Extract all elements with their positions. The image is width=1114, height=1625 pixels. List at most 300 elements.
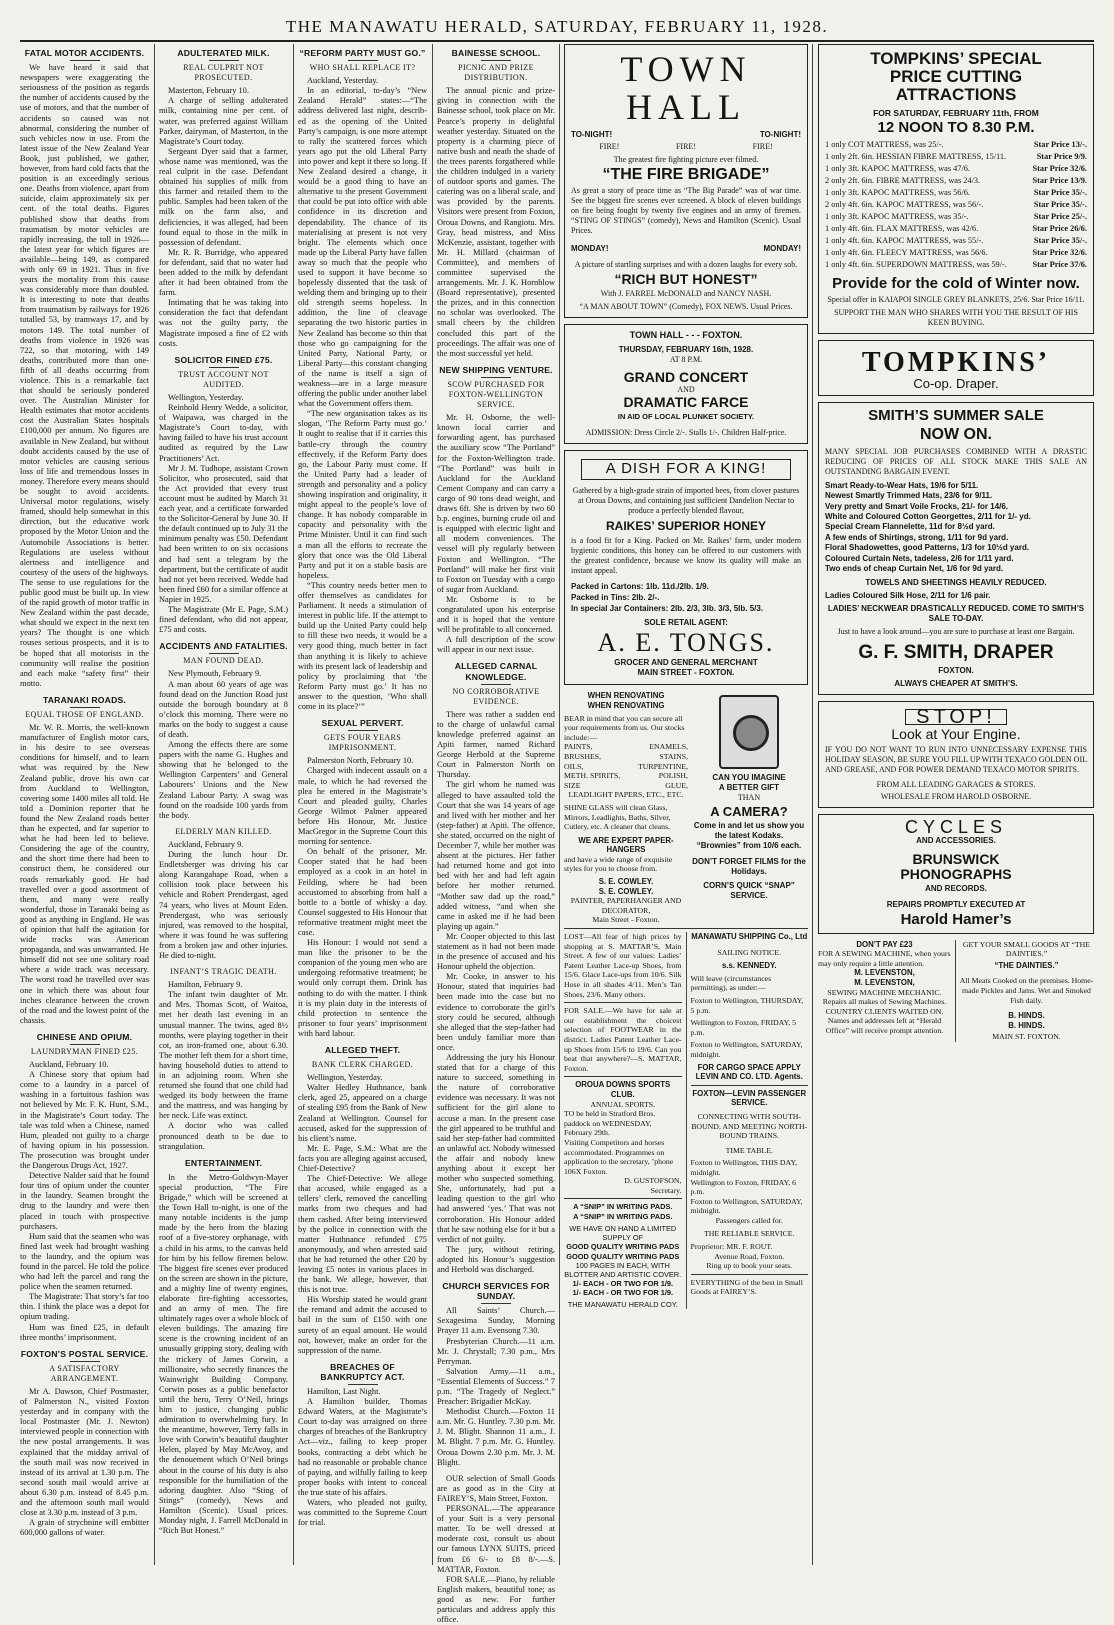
article bbox=[20, 1349, 149, 1539]
plunket: IN AID OF LOCAL PLUNKET SOCIETY. bbox=[617, 412, 755, 422]
fire-1: FIRE! bbox=[599, 142, 620, 152]
smith-name: G. F. SMITH, DRAPER bbox=[858, 641, 1054, 663]
article-paragraph: Hamilton, Last Night. bbox=[307, 1387, 381, 1396]
everything-ad: EVERYTHING of the best in Small Goods at FAIREY’S. bbox=[690, 1277, 803, 1297]
article-paragraph: Mr. Cooke, in answer to his Honour, stated that inquiries had been made into the case but no evidence to corroborate the girl’s story could be secured, although she alleged that the step-father had been unduly familiar more than once. bbox=[437, 972, 555, 1052]
tompkins-list bbox=[825, 139, 1087, 271]
article-paragraph: Hum said that the seamen who was fined last week had brought washing to the laundry, and the opium was found in the parcel. He told the police who had left the parcel and rang the police when the seamen returned. bbox=[20, 1231, 149, 1292]
article-paragraph: Intimating that he was taking into consideration the fact that defendant was not the guilty party, the Magistrate imposed a fine of £2 with costs. bbox=[159, 298, 288, 348]
concert-and: AND bbox=[677, 384, 695, 394]
snip-l3: WE HAVE ON HAND A LIMITED SUPPLY OF bbox=[569, 1223, 677, 1243]
cam-c1: Come in and let us show you the latest Kodaks. bbox=[693, 821, 805, 841]
article-subheading: TRUST ACCOUNT NOT AUDITED. bbox=[178, 369, 269, 389]
cowley-2: S. E. COWLEY. bbox=[598, 886, 654, 896]
dramatic-farce: DRAMATIC FARCE bbox=[623, 393, 749, 410]
tongs-trade: GROCER AND GENERAL MERCHANT bbox=[614, 658, 758, 668]
tonight-right: TO-NIGHT! bbox=[759, 130, 801, 139]
stock-row bbox=[564, 762, 688, 772]
snip-l2: A “SNIP” IN WRITING PADS. bbox=[573, 1211, 673, 1221]
article-subheading: WHO SHALL REPLACE IT? bbox=[309, 63, 416, 73]
levin-tt: TIME TABLE. bbox=[725, 1145, 773, 1155]
stock-item: ENAMELS, bbox=[649, 742, 688, 752]
smith-cheap: ALWAYS CHEAPER AT SMITH’S. bbox=[894, 678, 1018, 688]
stock-row bbox=[564, 771, 688, 781]
article-subheading: PICNIC AND PRIZE DISTRIBUTION. bbox=[458, 63, 534, 83]
lower-right bbox=[686, 932, 809, 1309]
honey-price-3: In special Jar Containers: 2lb. 2/3, 3lb. 3/3, 5lb. 5/3. bbox=[571, 604, 764, 614]
dontpay-ad bbox=[818, 940, 951, 1042]
article-paragraph: A doctor who was called pronounced death to be due to strangulation. bbox=[159, 1121, 288, 1151]
greatest-line: The greatest fire fighting picture ever filmed. bbox=[613, 155, 759, 165]
article-paragraph: Mr. E. Page, S.M.: What are the facts you are alleging against accused, Chief-Detective? bbox=[298, 1143, 427, 1174]
article-subheading: LAUNDRYMAN FINED £25. bbox=[30, 1047, 139, 1056]
snip-l7: 1/- EACH - OR TWO FOR 1/9. bbox=[572, 1279, 674, 1289]
renov-list bbox=[564, 742, 688, 790]
price-item: 1 only 3ft. KAPOC MATTRESS, was 47/6. bbox=[825, 164, 970, 174]
article-paragraph: Charged with indecent assault on a male, to which he had reversed the plea he entered in the Magistrate’s Court and pleaded guilty, Charles George Wilmot Palmer appeared before His Honour, Mr. Justice MacGregor in the Supreme Court this morning for sentence. bbox=[298, 766, 427, 847]
price-row bbox=[825, 247, 1087, 259]
coop-ad bbox=[818, 340, 1094, 396]
column-rule bbox=[154, 44, 155, 1565]
dainties-h: GET YOUR SMALL GOODS AT “THE DAINTIES.” bbox=[962, 939, 1091, 959]
ship-name: s.s. KENNEDY. bbox=[721, 961, 777, 971]
tongs-name: A. E. TONGS. bbox=[597, 628, 775, 658]
article-paragraph: A full description of the scow will appear in our next issue. bbox=[437, 635, 555, 655]
article-paragraph: FOR SALE.—Piano, by reliable English makers, beautiful tone; as good as new. For further particulars and address apply this office. bbox=[437, 1574, 555, 1625]
cam-than: THAN bbox=[737, 793, 761, 803]
levin-t1: Foxton to Wellington, THIS DAY, midnight. bbox=[690, 1158, 798, 1177]
column-rule bbox=[432, 44, 433, 1565]
price-row bbox=[825, 163, 1087, 175]
article bbox=[20, 695, 149, 1026]
price-item: 2 only 4ft. 6in. KAPOC MATTRESS, was 56/-. bbox=[825, 200, 984, 210]
article-paragraph: The jury, without retiring, adopted his Honour’s suggestion and Herbold was discharged. bbox=[437, 1244, 555, 1274]
stock-item: PAINTS, bbox=[564, 742, 593, 752]
column-1 bbox=[20, 44, 149, 1565]
honey-price-2: Packed in Tins: 2lb. 2/-. bbox=[571, 593, 660, 603]
dontpay-h: DON’T PAY £23 bbox=[856, 939, 913, 949]
article-headline: ALLEGED THEFT. bbox=[324, 1045, 401, 1055]
star-price: Star Price 35/-. bbox=[1033, 188, 1087, 198]
article-paragraph: Among the effects there are some papers with the name G. Hughes and showing that he belonged to the Wellington Carpenters’ and General Labourers’ Unions and the New Zealand Labour Party. A swag was found on the roadside 100 yards from the body. bbox=[159, 740, 288, 820]
lower-center-row bbox=[564, 932, 808, 1309]
column-rule bbox=[293, 44, 294, 1565]
article-paragraph: Sergeant Dyer said that a farmer, whose name was mentioned, was the real culprit in the case. Defendant obtained his supplies of milk from this farmer and retailed them to the public. Samples had been taken of the milk on the farm also, and deficiencies, it was alleged, had been found equal to those in the milk in possession of defendant. bbox=[159, 146, 288, 247]
lost-ad: LOST—All fear of high prices by shopping at S. MATTAR’S, Main Street. A few of our values: Ladies’ Patent Leather Lace-up Shoes, from 15/6. Glace Lace-ups from 10/6. Silk Hose in all shades 4/11. Men’s Tan Shoes, 23/6. Many others. bbox=[564, 932, 682, 999]
article-headline: BAINESSE SCHOOL. bbox=[451, 48, 541, 58]
tompkins-provide: Provide for the cold of Winter now. bbox=[832, 275, 1080, 293]
article bbox=[298, 1045, 427, 1356]
article bbox=[20, 48, 149, 689]
sports-sig: D. GUSTOFSON, bbox=[624, 1176, 682, 1186]
article-paragraph: Hamilton, February 9. bbox=[168, 980, 243, 990]
hinds-2: B. HINDS. bbox=[1008, 1020, 1045, 1030]
sale-item: Coloured Curtain Nets, tadeless, 2/6 for 1/11 yard. bbox=[825, 553, 1014, 563]
renov-expert: WE ARE EXPERT PAPER-HANGERS bbox=[578, 835, 674, 855]
concert-head: TOWN HALL - - - FOXTON. bbox=[629, 329, 743, 340]
price-item: 1 only 4ft. 6in. SUPERDOWN MATTRESS, was 59/-. bbox=[825, 260, 1007, 270]
concert-ad bbox=[564, 324, 808, 445]
price-row bbox=[825, 259, 1087, 271]
levin-ring: Ring up to book your seats. bbox=[706, 1261, 793, 1271]
price-item: 1 only 3ft. KAPOC MATTRESS, was 56/6. bbox=[825, 188, 970, 198]
star-price: Star Price 35/-. bbox=[1033, 200, 1087, 210]
article-headline: SOLICITOR FINED £75. bbox=[174, 354, 273, 365]
article-paragraph: Waters, who pleaded not guilty, was committed to the Supreme Court for trial. bbox=[298, 1498, 427, 1528]
cam-c2: “Brownies” from 10/6 each. bbox=[696, 841, 802, 851]
price-row bbox=[825, 199, 1087, 211]
article bbox=[159, 48, 288, 349]
price-item: 1 only 4ft. 6in. FLAX MATTRESS, was 42/6. bbox=[825, 224, 979, 234]
monday-right: MONDAY! bbox=[763, 243, 801, 253]
article-paragraph: The annual picnic and prize-giving in connection with the Bainesse school, took place on Mr. Pearce’s property in delightful weather yesterday. Situated on the property is a charming piece of native bush and neath the shade of the trees parents forgathered while the children indulged in a variety of outdoor sports and games. The catering was on a liberal scale, and was provided by the parents. Visitors were present from Foxton, Oroua Downs, and Rangiotu. Mrs. Gray, head mistress, and Miss McKenzie, assistant, together with Mr. H. Millard (chairman of Committee), and members of committee supervised the arrangements. Mr. J. K. Hornblow (Board representative), presented the prizes, and in this connection no scholar was overlooked. The small cheers by the children concluded this part of the proceedings. The affair was one of the most successful yet held. bbox=[437, 86, 555, 358]
dontpay-trade: SEWING MACHINE MECHANIC. bbox=[827, 987, 942, 997]
tongs-addr: MAIN STREET - FOXTON. bbox=[637, 668, 735, 678]
column-rule bbox=[812, 44, 813, 1565]
article-subheading: A SATISFACTORY ARRANGEMENT. bbox=[49, 1363, 120, 1383]
article-paragraph: A man about 60 years of age was found dead on the Junction Road just outside the borough boundary at 8 o’clock this morning. There were no marks on the body to suggest a cause of death. bbox=[159, 679, 288, 739]
film-desc: As great a story of peace time as “The Big Parade” was of war time. See the biggest fire scenes ever screened. A block of eleven buildings on fire being fought by twenty five engines and an army of firemen. “STING OF STINGS” (comedy), News and Hamilton (Scenic). Usual Prices. bbox=[571, 185, 801, 235]
honey-brand: RAIKES’ SUPERIOR HONEY bbox=[605, 518, 767, 533]
column-2 bbox=[159, 44, 288, 1565]
article bbox=[298, 1362, 427, 1529]
renov-range: and have a wide range of exquisite styles for you to choose from. bbox=[564, 854, 673, 874]
dainties-ad bbox=[955, 940, 1094, 1042]
article-paragraph: “The new organisation takes as its slogan, ‘The Reform Party must go.’ It ought to realise that if it carries this battle-cry through the country effectively, if the Reform Party does go, the Labour Party must come. If the United Party had a leader of strength and personality and a policy showing inspiration and originality, it might appeal to the people’s love of change. It has nobody comparable in capacity and personality with the Prime Minister. Until it can find such a man all the efforts to recreate the glory that once was the Old Liberal Party and put it on a stable basis are hopeless. bbox=[298, 409, 427, 580]
article-headline: BREACHES OF BANKRUPTCY ACT. bbox=[320, 1361, 405, 1382]
cam-q1: CAN YOU IMAGINE bbox=[712, 773, 786, 783]
price-row bbox=[825, 187, 1087, 199]
cowley-addr: Main Street - Foxton. bbox=[592, 915, 660, 925]
cam-q2: A BETTER GIFT bbox=[718, 783, 780, 793]
fire-3: FIRE! bbox=[752, 142, 773, 152]
stop-whole: WHOLESALE FROM HAROLD OSBORNE. bbox=[880, 792, 1032, 802]
article-paragraph: The Magistrate: That story’s far too thin. I think the place was a depot for opium trading. bbox=[20, 1292, 149, 1322]
film-title: “THE FIRE BRIGADE” bbox=[602, 166, 770, 184]
cam-title: A CAMERA? bbox=[710, 804, 788, 820]
price-row bbox=[825, 139, 1087, 151]
sale-item: Newest Smartly Trimmed Hats, 23/6 for 9/11. bbox=[825, 491, 993, 501]
article-paragraph: Wellington, Yesterday. bbox=[307, 1073, 383, 1083]
article-headline: CHURCH SERVICES FOR SUNDAY. bbox=[442, 1281, 550, 1302]
snip-l6: 100 PAGES IN EACH, WITH BLOTTER AND ARTISTIC COVER. bbox=[564, 1260, 682, 1279]
article bbox=[298, 48, 427, 712]
cycles-name: Harold Hamer’s bbox=[900, 910, 1012, 928]
article-subheading: MAN FOUND DEAD. bbox=[183, 656, 264, 666]
lower-left bbox=[564, 932, 682, 1309]
price-item: 1 only 3ft. KAPOC MATTRESS, was 35/-. bbox=[825, 212, 969, 222]
article-paragraph: Presbyterian Church.—11 a.m. Mr. J. Chrystall; 7.30 p.m., Mrs Perryman. bbox=[437, 1336, 555, 1366]
article-paragraph: Auckland, February 9. bbox=[168, 839, 244, 849]
levin-t2: Wellington to Foxton, FRIDAY, 6 p.m. bbox=[690, 1177, 797, 1197]
article bbox=[159, 1158, 288, 1536]
renovate-camera-row bbox=[564, 691, 808, 925]
stop-ad bbox=[818, 701, 1094, 808]
article bbox=[437, 48, 555, 359]
article-paragraph: Palmerston North, February 10. bbox=[307, 756, 414, 766]
sale-item: Special Cream Flannelette, 11d for 8½d yard. bbox=[825, 522, 995, 532]
cycles-b1: BRUNSWICK bbox=[912, 851, 1000, 868]
stop-from: FROM ALL LEADING GARAGES & STORES. bbox=[876, 780, 1036, 790]
article-headline: FOXTON’S POSTAL SERVICE. bbox=[20, 1348, 149, 1359]
article-paragraph: Methodist Church.—Foxton 11 a.m. Mr. G. Huntley. 7.30 p.m. Mr. J. M. Blight. Shannon 11 a.m., J. M. Blight. 7 p.m. Mr. G. Huntley. Oroua Downs 2.30 p.m. Mr. J. M. Blight. bbox=[437, 1407, 555, 1467]
article-paragraph: A grain of strychnine will embitter 600,000 gallons of water. bbox=[20, 1518, 149, 1538]
price-item: 1 only 4ft. 6in. FLEECY MATTRESS, was 56/6. bbox=[825, 248, 988, 258]
levin-title: FOXTON—LEVIN PASSENGER SERVICE. bbox=[692, 1088, 807, 1108]
article bbox=[20, 1032, 149, 1343]
stock-item: SIZE bbox=[564, 780, 581, 790]
star-price: Star Price 13/-. bbox=[1033, 140, 1087, 150]
column-3 bbox=[298, 44, 427, 1565]
article-headline: “REFORM PARTY MUST GO.” bbox=[299, 48, 426, 58]
cowley-trade: PAINTER, PAPERHANGER AND DECORATOR, bbox=[570, 896, 682, 915]
article-paragraph: Hum was fined £25, in default three months’ imprisonment. bbox=[20, 1322, 149, 1342]
article-subheading: ELDERLY MAN KILLED. bbox=[175, 826, 272, 836]
stock-row bbox=[564, 742, 688, 752]
article-paragraph: The Chief-Detective: We allege that accused, while engaged as a tellers’ clerk, removed the cancelling marks from two cheques and had them cashed. After being interviewed by the police in connection with the matter Huthnance refunded £75 anonymously, and when arrested said that he had returned the other £20 by leaving £5 notes in various places in the bank. We allege, however, that this is not true. bbox=[298, 1174, 427, 1295]
article bbox=[437, 365, 555, 656]
fire-2: FIRE! bbox=[675, 142, 696, 152]
stock-row bbox=[564, 752, 688, 762]
article-headline: ACCIDENTS AND FATALITIES. bbox=[159, 641, 288, 652]
levenston-1: M. LEVENSTON, bbox=[854, 968, 915, 978]
stock-item: METH. SPIRITS, bbox=[564, 771, 621, 781]
stock-item: POLISH, bbox=[658, 771, 688, 781]
honey-price-1: Packed in Cartons: 1lb. 11d./2lb. 1/9. bbox=[571, 582, 709, 592]
sports-sec: Secretary. bbox=[650, 1185, 682, 1195]
article-paragraph: Mr. Osborne is to be congratulated upon his enterprise and it is hoped that the venture will be profitable to all concerned. bbox=[437, 594, 555, 635]
article-paragraph: Mr. Cooper objected to this last statement as it had not been made in the presence of accused and his Honour upheld the objection. bbox=[437, 931, 555, 972]
admission: ADMISSION: Dress Circle 2/-. Stalls 1/-. Children Half-price. bbox=[585, 428, 787, 438]
article-paragraph: Walter Hedley Huthnance, bank clerk, aged 25, appeared on a charge of stealing £95 from the Bank of New Zealand at Wellington. Counsel for accused, asked for the suppression of his client’s name. bbox=[298, 1083, 427, 1143]
cycles-ad bbox=[818, 814, 1094, 934]
star-price: Star Price 9/9. bbox=[1036, 152, 1087, 162]
smith-towels: TOWELS AND SHEETINGS HEAVILY REDUCED. bbox=[865, 578, 1047, 588]
price-row bbox=[825, 223, 1087, 235]
stock-item: OILS, bbox=[564, 761, 584, 771]
column-4 bbox=[437, 44, 555, 1625]
concert-time: AT 8 P.M. bbox=[669, 354, 703, 364]
film2-title: “RICH BUT HONEST” bbox=[614, 271, 758, 288]
article-paragraph: In an editorial, to-day’s “New Zealand Herald” states:—“The address delivered last night, describ-ed as the opening of the United Party’s campaign, is one more attempt to rally the scattered forces which years ago put the old Liberal Party into power and kept it there so long. If New Zealand desired a change, it would be a good thing to have an alternative to the present Government that could be put into office with able confidence in its discretion and dependability. The chance of its materialising at present is not very bright. The elements which once made up the Liberal Party have fallen away so much that the people who used to support it have become so hopelessly dissented that the task of welding them and bringing up to their old strength seems hopeless. In addition, the line of cleavage separating the two historic parties in New Zealand has become so thin that those who go campaigning for the United Party, National Party, or Liberal Party—this constant changing of the name is itself a sign of weakness—are in a large measure offering the public under another label what the Government offers them. bbox=[298, 86, 427, 409]
snip-l9: THE MANAWATU HERALD COY. bbox=[567, 1299, 678, 1309]
renov-h2: WHEN RENOVATING bbox=[587, 700, 665, 710]
snip-l1: A “SNIP” IN WRITING PADS. bbox=[573, 1202, 673, 1212]
levin-prop: Proprietor: MR. F. ROUT. bbox=[690, 1242, 773, 1252]
article-headline: NEW SHIPPING VENTURE. bbox=[439, 364, 553, 375]
article-paragraph: OUR selection of Small Goods are as good as in the City at FAIREY’S, Main Street, Foxton. bbox=[437, 1473, 555, 1503]
price-item: 1 only 4ft. 6in. KAPOC MATTRESS, was 55/-. bbox=[825, 236, 984, 246]
article bbox=[159, 967, 288, 1152]
article-subheading: SCOW PURCHASED FOR FOXTON-WELLINGTON SERVICE. bbox=[447, 379, 545, 410]
tompkins-t1: TOMPKINS’ SPECIAL bbox=[870, 49, 1042, 68]
sports-sub: ANNUAL SPORTS. bbox=[590, 1099, 656, 1109]
star-price: Star Price 25/-. bbox=[1033, 212, 1087, 222]
article-paragraph: His Worship stated he would grant the remand and admit the accused to bail in the sum of £150 with one surety of an equal amount. He would not, however, make an order for the suppression of the name. bbox=[298, 1295, 427, 1355]
honey-text: is a food fit for a King. Packed on Mr. Raikes’ farm, under modern hygienic conditions, this honey can be offered to our customers with the greatest confidence, because we know its quality will make an instant appeal. bbox=[571, 536, 801, 576]
stock-item: STAINS, bbox=[659, 751, 688, 761]
smith-list bbox=[825, 481, 1087, 575]
article-subheading: BANK CLERK CHARGED. bbox=[311, 1060, 414, 1070]
article-subheading: NO CORROBORATIVE EVIDENCE. bbox=[452, 686, 540, 706]
smith-look: Just to have a look around—you are sure to purchase at least one Bargain. bbox=[837, 626, 1075, 636]
tompkins-special: Special offer in KAIAPOI SINGLE GREY BLANKETS, 25/6. Star Price 16/11. bbox=[827, 295, 1085, 305]
price-item: 2 only 2ft. 6in. FIBRE MATTRESS, was 24/3. bbox=[825, 176, 981, 186]
article-subheading: GETS FOUR YEARS IMPRISONMENT. bbox=[323, 733, 402, 753]
dontpay-rep: Repairs all makes of Sewing Machines. bbox=[822, 997, 947, 1007]
star-price: Star Price 13/9. bbox=[1032, 176, 1087, 186]
snip-l5: GOOD QUALITY WRITING PADS bbox=[566, 1251, 680, 1261]
cycles-acc: AND ACCESSORIES. bbox=[916, 836, 996, 846]
article-paragraph: In the Metro-Goldwyn-Mayer special production, “The Fire Brigade,” which will be screened at the Town Hall to-night, is one of the many notable incidents is the jump made by the hero from the blazing roof of a five-storey orphanage, with a child in his arms, to the canvas held for him by his fellow firemen below. The biggest fire scenes ever produced on the screen are shown in the picture, and a mighty line of twenty engines, elaborate fire-fighting accessories, and an army of men. The fire ultimately rages over a whole block of eleven buildings. The amazing fire scene is the crowning incident of an unusually gripping story, dealing with the trickery of James Corwin, a millionaire, who secretly finances the Wainwright Building Company. Corwin poses as a public benefactor until the hero, Terry O’Neil, brings him to justice, changing public admiration to overwhelming fury. In the meantime, however, Terry falls in love with Corwin’s beautiful daughter Helen, played by May McAvoy, and the denouement which O’Neil brings about in the course of his duty is also responsible for the humiliation of the adoring daughter. Also “Sting of Stings” (comedy), News and Hamilton (Scenic). Usual prices. Monday night, J. Farrell McDonald in “Rich But Honest.” bbox=[159, 1172, 288, 1536]
hinds-1: B. HINDS. bbox=[1008, 1011, 1045, 1021]
renov-shine: SHINE GLASS will clean Glass, Mirrors, Leadlights, Baths, Silver, Cutlery, etc. A cleaner that cleans. bbox=[564, 802, 671, 832]
sports-text: TO be held in Stratford Bros. paddock on WEDNESDAY, February 29th. bbox=[564, 1109, 656, 1138]
ship-notice: SAILING NOTICE. bbox=[717, 947, 782, 957]
levin-addr: Avenue Road, Foxton. bbox=[714, 1251, 785, 1261]
town-hall-ad bbox=[564, 44, 808, 318]
article bbox=[159, 355, 288, 636]
article-paragraph: During the lunch hour Dr. Endletsberger was driving his car along Karangahape Road, when a collision took place between his vehicle and Robert Prendergast, aged 74 years, who lives at Mount Eden. Prendergast, who was seriously injured, was removed to the hospital, where it was found he was suffering from a broken jaw and other injuries. He died to-night. bbox=[159, 850, 288, 960]
column-rule bbox=[559, 44, 560, 1565]
article-paragraph: Mr. R. R. Burridge, who appeared for defendant, said that no water had been added to the milk by defendant after it had been obtained from the farm. bbox=[159, 247, 288, 298]
star-price: Star Price 35/-. bbox=[1033, 236, 1087, 246]
sale-item: Very pretty and Smart Voile Frocks, 21/- for 14/6. bbox=[825, 501, 1009, 511]
article-headline: ENTERTAINMENT. bbox=[184, 1157, 263, 1168]
smith-ad bbox=[818, 402, 1094, 695]
price-item: 1 only COT MATTRESS, was 25/-. bbox=[825, 140, 944, 150]
renov-h1: WHEN RENOVATING bbox=[587, 691, 665, 701]
cowley-1: S. E. COWLEY. bbox=[598, 877, 654, 887]
cycles-title: CYCLES bbox=[904, 817, 1008, 838]
price-row bbox=[825, 235, 1087, 247]
article-paragraph: Auckland, Yesterday. bbox=[307, 76, 379, 86]
star-price: Star Price 26/6. bbox=[1032, 224, 1087, 234]
tompkins-t3: ATTRACTIONS bbox=[895, 84, 1017, 104]
article-paragraph: His Honour: I would not send a man like the prisoner to be the companion of the young men who are undergoing reformative treatment; he would only corrupt them. Drink has nothing to do with the matter. I think it is my plain duty in the interests of child protection to sentence the prisoner to four years’ imprisonment with hard labour. bbox=[298, 938, 427, 1038]
article-subheading: REAL CULPRIT NOT PROSECUTED. bbox=[183, 63, 264, 83]
sale-item: White and Coloured Cotton Georgettes, 2/11 for 1/- yd. bbox=[825, 511, 1031, 521]
article-paragraph: All Saints’ Church.—Sexagesima Sunday, Morning Prayer 11 a.m. Evensong 7.30. bbox=[437, 1306, 555, 1336]
levin-t4: Passengers called for. bbox=[715, 1215, 783, 1225]
dontpay-text: FOR A SEWING MACHINE, when yours may only require a little attention. bbox=[818, 949, 951, 968]
cycles-rep: REPAIRS PROMPTLY EXECUTED AT bbox=[886, 899, 1026, 909]
article bbox=[298, 718, 427, 1039]
snip-l4: GOOD QUALITY WRITING PADS bbox=[566, 1242, 680, 1252]
stock-item: TURPENTINE, bbox=[637, 761, 688, 771]
article-paragraph: Addressing the jury his Honour stated that for a charge of this nature to succeed, something in the nature of corroborative evidence was necessary. It was not sufficient for the girl alone to accuse a man. In the present case the girl appeared to be truthful and said her step-father had committed an unlawful act. Nobody witnessed the affair and nobody knew anything about it except her mother who suspected something. She, unfortunately, had put a leading question to the girl who had answered ‘yes.’ That was not corroboration. His Honour added that he saw nothing else for it but a verdict of not guilty. bbox=[437, 1053, 555, 1244]
article-paragraph: Salvation Army.—11 a.m., “Essential Elements of Success.” 7 p.m. “The Tragedy of Neglect.” Preacher: Brigadier McKay. bbox=[437, 1366, 555, 1407]
star-price: Star Price 32/6. bbox=[1032, 248, 1087, 258]
article-paragraph: Reinhold Henry Wedde, a solicitor, of Waipawa, was charged in the Magistrate’s Court to-day, with having failed to have his trust account audited as required by the Law Practitioners’ Act. bbox=[159, 403, 288, 463]
price-item: 1 only 2ft. 6in. HESSIAN FIBRE MATTRESS, 15/11. bbox=[825, 152, 1007, 162]
smith-intro: MANY SPECIAL JOB PURCHASES COMBINED WITH A DRASTIC REDUCING OF PRICES OF ALL STOCK MAKE THIS SALE AN OUTSTANDING BARGAIN EVENT. bbox=[825, 446, 1087, 476]
article-headline: SEXUAL PERVERT. bbox=[321, 718, 404, 729]
forsale-ad: FOR SALE.—We have for sale at our establishment the choicest selection of FOOTWEAR in the district. Ladies Patent Leather Lace-up Shoes from 15/6 to 19/6. Can you beat that anywhere?—S. MATTAR, Foxton. bbox=[564, 1006, 682, 1073]
cast-line: With J. FARREL McDONALD and NANCY NASH. bbox=[600, 288, 772, 298]
article-paragraph: Wellington, Yesterday. bbox=[168, 393, 244, 402]
tompkins-for: FOR SATURDAY, FEBRUARY 11th, FROM bbox=[873, 107, 1039, 118]
article-paragraph: “This country needs better men to offer themselves as candidates for Parliament. It needs a stimulation of interest in public life. If the attempt to build up the United Party could help to fill these two needs, it would be a very good thing, much better in fact than anything it is likely to achieve with its present lack of leadership and policy by proclaiming that ‘the Reform Party must go.’ It has no answer to the question, ‘Who shall come in its place?’” bbox=[298, 580, 427, 711]
article-paragraph: A charge of selling adulterated milk, containing nine per cent. of water, was preferred against William Parker, dairyman, of Masterton, in the Magistrate’s Court today. bbox=[159, 96, 288, 146]
monday-left: MONDAY! bbox=[571, 243, 609, 253]
article bbox=[437, 661, 555, 1275]
article-headline: CHINESE AND OPIUM. bbox=[36, 1031, 133, 1042]
honey-ad bbox=[564, 450, 808, 685]
star-price: Star Price 37/6. bbox=[1032, 260, 1087, 270]
article-paragraph: Mr J. M. Tudhope, assistant Crown Solicitor, who prosecuted, said that the Act provided that every trust account must be audited by March 31 each year, and a certificate forwarded to the Solicitor-General by June 30. If the default continued up to July 31 the minimum penalty was £50. Defendant had been written to on six occasions and had sent a telegram by the department, but the certificate of audit had not yet been received. Wedde had been fined £60 for a similar offence at Napier in 1925. bbox=[159, 463, 288, 604]
column-ads-center bbox=[564, 44, 808, 1565]
ship-s3: Foxton to Wellington, SATURDAY, midnight. bbox=[690, 1040, 803, 1059]
cycles-rec: AND RECORDS. bbox=[925, 883, 987, 893]
column-ads-right bbox=[818, 44, 1094, 1565]
article-paragraph: We have heard it said that newspapers were exaggerating the seriousness of the position as regards the number of accidents caused by the use of motors, and that the number of accidents so caused was not abnormal, considering the number of such vehicles now in use. From the latest issue of the New Zealand Year Book, just published, we gather, however, from hard cold facts that the position is an exceedingly serious one. Deaths from violence, apart from suicide, claim approximately six per cent. of the total deaths. Figures published show that deaths from traumatism by motor vehicles are rapidly increasing, the toll in 1926—the latest year for which figures are available—being 149, as compared with only 69 in 1921. Thus in five years the mortality from this cause was considerably more than doubled. It is interesting to note that deaths from traumatism by railways for 1926 totalled 53, by tramways 17, and by motors 149. The total number of deaths from violence in 1926 was 722, so that motoring, with 149 deaths, contributed more than one-fifth of all deaths occurring from violence. This is a remarkable fact that should be seriously pondered over. The Australian Minister for Health estimates that motor accidents cost the Australian States hospitals £100,000 per annum. No figures are available in New Zealand, but without doubt accidents caused by the use of motor vehicles are causing serious loss of life and tremendous losses in money. Therefore every means should be sought to avoid accidents. Universal motor regulations, wisely framed, should help somewhat in this direction, but the educative work proposed by the Motor Union and the Automobile Associations is better. Regulations are useless without alertness and intelligence and courtesy of the users of the highways. The sense to use regulations for the public good must be built up. In view of the rapid growth of motor traffic in New Zealand within the past decade, what should we expect in the next ten years? The thought is one which rouses serious prospects, and it is to be hoped that all motorists in the community will realise the position and each make “safety first” their motto. bbox=[20, 63, 149, 688]
stop-text: IF YOU DO NOT WANT TO RUN INTO UNNECESSARY EXPENSE THIS HOLIDAY SEASON, BE SURE YOU FILL UP WITH TEXACO GOLDEN OIL AND GREASE, AND FOR POWER DEMAND TEXACO MOTOR SPIRITS. bbox=[825, 745, 1087, 775]
levin-t3: Foxton to Wellington, SATURDAY, midnight. bbox=[690, 1196, 803, 1216]
levin-conn: CONNECTING WITH SOUTH-BOUND, AND MEETING NORTH-BOUND TRAINS. bbox=[691, 1111, 808, 1141]
article-paragraph: The infant twin daughter of Mr. and Mrs. Thomas Scott, of Waitoa, met her death last evening in an unusual manner. The twins, aged 8½ months, were playing together in their cot, an iron-framed one, about 6.30. The mother left them for a short time, having household duties to attend to in an adjoining room. When she returned she found that one child had wedged its body between the frame and the mattress, and was hanging by her neck. Life was extinct. bbox=[159, 990, 288, 1121]
article-paragraph: Auckland, February 10. bbox=[29, 1060, 109, 1070]
coop-name: TOMPKINS’ bbox=[861, 347, 1051, 379]
ship-title: MANAWATU SHIPPING Co., Ltd bbox=[691, 932, 808, 942]
smith-town: FOXTON. bbox=[938, 665, 974, 675]
tompkins-ad bbox=[818, 44, 1094, 334]
cycles-b2: PHONOGRAPHS bbox=[900, 865, 1012, 882]
picture-line: A picture of startling surprises and with a dozen laughs for every sob. bbox=[574, 260, 798, 270]
renov-text: BEAR in mind that you can secure all your requirements from us. Our stocks include:— bbox=[564, 713, 685, 742]
article-paragraph: There was rather a sudden end to the charge of unlawful carnal knowledge preferred against an Apiti farmer, named Richard George Herbold at the Supreme Court in Palmerston North on Thursday. bbox=[437, 709, 555, 780]
article-headline: FATAL MOTOR ACCIDENTS. bbox=[24, 48, 145, 58]
tonight-left: TO-NIGHT! bbox=[571, 130, 613, 139]
sale-item: A few ends of Shirtings, strong, 1/11 for 9d yard. bbox=[825, 532, 1009, 542]
article-paragraph: The girl whom he named was alleged to have assaulted told the Court that she was 14 years of age and lived with her mother and her (step-father) at Apiti. The offence, she stated, occurred on the night of December 7, while her mother was absent at the pictures. Her father had returned home and got into bed with her and had left again before her mother returned. “Mother saw dad up the road,” added witness, “and when she came in asked me if he had been playing up again.” bbox=[437, 780, 555, 931]
smith-t2: NOW ON. bbox=[920, 425, 992, 443]
article-headline: ADULTERATED MILK. bbox=[177, 48, 270, 58]
article-paragraph: Mr A. Dawson, Chief Postmaster, of Palmerston N., visited Foxton yesterday and in company with the local Postmaster (Mr. J. Newton) interviewed people in connection with the new postal arrangements. It was explained that the midday arrival of the south mail was now received in instead of its arrival at 1.30 p.m. The second south mail would arrive at about 6.30 p.m. instead of 8.45 p.m. and the afternoon south mail would close at 3.30 p.m. instead of 3 p.m. bbox=[20, 1387, 149, 1518]
masthead: THE MANAWATU HERALD, SATURDAY, FEBRUARY 11, 1928. bbox=[20, 14, 1094, 42]
article bbox=[437, 1281, 555, 1468]
article-paragraph: A Chinese story that opium had come to a laundry in a parcel of washing in a fortuitous fashion was not believed by Mr. F. K. Hunt, S.M., in the Magistrate’s Court today. The tale was told when a Chinese, named Hum, pleaded not guilty to a charge of having opium in his possession. The prosecution was brought under the Dangerous Drugs Act, 1927. bbox=[20, 1070, 149, 1171]
article bbox=[159, 641, 288, 821]
stock-row bbox=[564, 781, 688, 791]
levin-rel: THE RELIABLE SERVICE. bbox=[703, 1229, 795, 1239]
renovating-ad bbox=[564, 691, 688, 925]
sports-title: OROUA DOWNS SPORTS CLUB. bbox=[575, 1080, 671, 1099]
camera-icon bbox=[719, 695, 779, 769]
article-paragraph: Mr. H. Osborne, the well-known local carrier and forwarding agent, has purchased the auxiliary scow “The Portland” for the Foxton-Wellington trade. “The Portland” was built in Auckland for the Auckland Cement Company and can carry a cargo of 90 tons dead weight, and draws 6ft. She is driven by two 60 b.p. engines, burning crude oil and is equipped with electric light and all modern conveniences. The vessel will ply regularly between Foxton and Wellington. “The Portland” will make her first visit to Foxton on Tuesday with a cargo of sugar from Auckland. bbox=[437, 413, 555, 594]
article-subheading: INFANT’S TRAGIC DEATH. bbox=[170, 967, 277, 977]
article-paragraph: Mr. W. R. Morris, the well-known manufacturer of English motor cars, in his desire to see overseas conditions for himself, and to learn what was required by the New Zealand public, drove his own car from Auckland to Wellington, covering some 1400 miles all told. He told a Dominion reporter that he found the New Zealand roads better than he expected, and far superior to what he had been led to believe. Considering the age of the country, and the short time there had been to construct them, he considered our roads remarkably good. He had travelled over a good assortment of them, and many were really wonderful, those in Taranaki being as good as anything in England. He was of opinion that half the agitation for wide tracks was American propaganda, and was unwarranted. He himself did not see one solitary road where a wide track was necessary. The worst road he travelled over was one in which there was about four inches clearance between the crown of the road and the lowest point of the chassis. bbox=[20, 723, 149, 1025]
levenston-2: M. LEVENSTON, bbox=[854, 977, 915, 987]
dish-title: A DISH FOR A KING! bbox=[581, 459, 791, 479]
dainties-addr: MAIN ST. FOXTON. bbox=[992, 1032, 1061, 1042]
tompkins-time: 12 NOON TO 8.30 P.M. bbox=[877, 118, 1035, 136]
ship-s2: Wellington to Foxton, FRIDAY, 5 p.m. bbox=[690, 1018, 797, 1037]
smith-neck: LADIES’ NECKWEAR DRASTICALLY REDUCED. COME TO SMITH’S SALE TO-DAY. bbox=[827, 603, 1085, 623]
ship-leave: Will leave (circumstances permitting), as under:— bbox=[690, 973, 772, 993]
tompkins-support: SUPPORT THE MAN WHO SHARES WITH YOU THE RESULT OF HIS KEEN BUYING. bbox=[834, 308, 1078, 328]
sole-agent: SOLE RETAIL AGENT: bbox=[644, 618, 728, 628]
article-headline: ALLEGED CARNAL KNOWLEDGE. bbox=[454, 661, 538, 682]
price-row bbox=[825, 175, 1087, 187]
camera-ad bbox=[692, 691, 806, 925]
article-paragraph: Detective Nalder said that he found four tins of opium under the counter in the laundry. Seamen brought the drug to the laundry and were then placed in touch with prospective purchasers. bbox=[20, 1171, 149, 1231]
renov-lead: LEADLIGHT PAPERS, ETC., ETC. bbox=[568, 790, 684, 800]
bottom-right-row bbox=[818, 940, 1094, 1042]
smith-t1: SMITH’S SUMMER SALE bbox=[868, 407, 1044, 425]
article-subheading: EQUAL THOSE OF ENGLAND. bbox=[25, 710, 144, 719]
dainties-h2: “THE DAINTIES.” bbox=[994, 960, 1059, 970]
